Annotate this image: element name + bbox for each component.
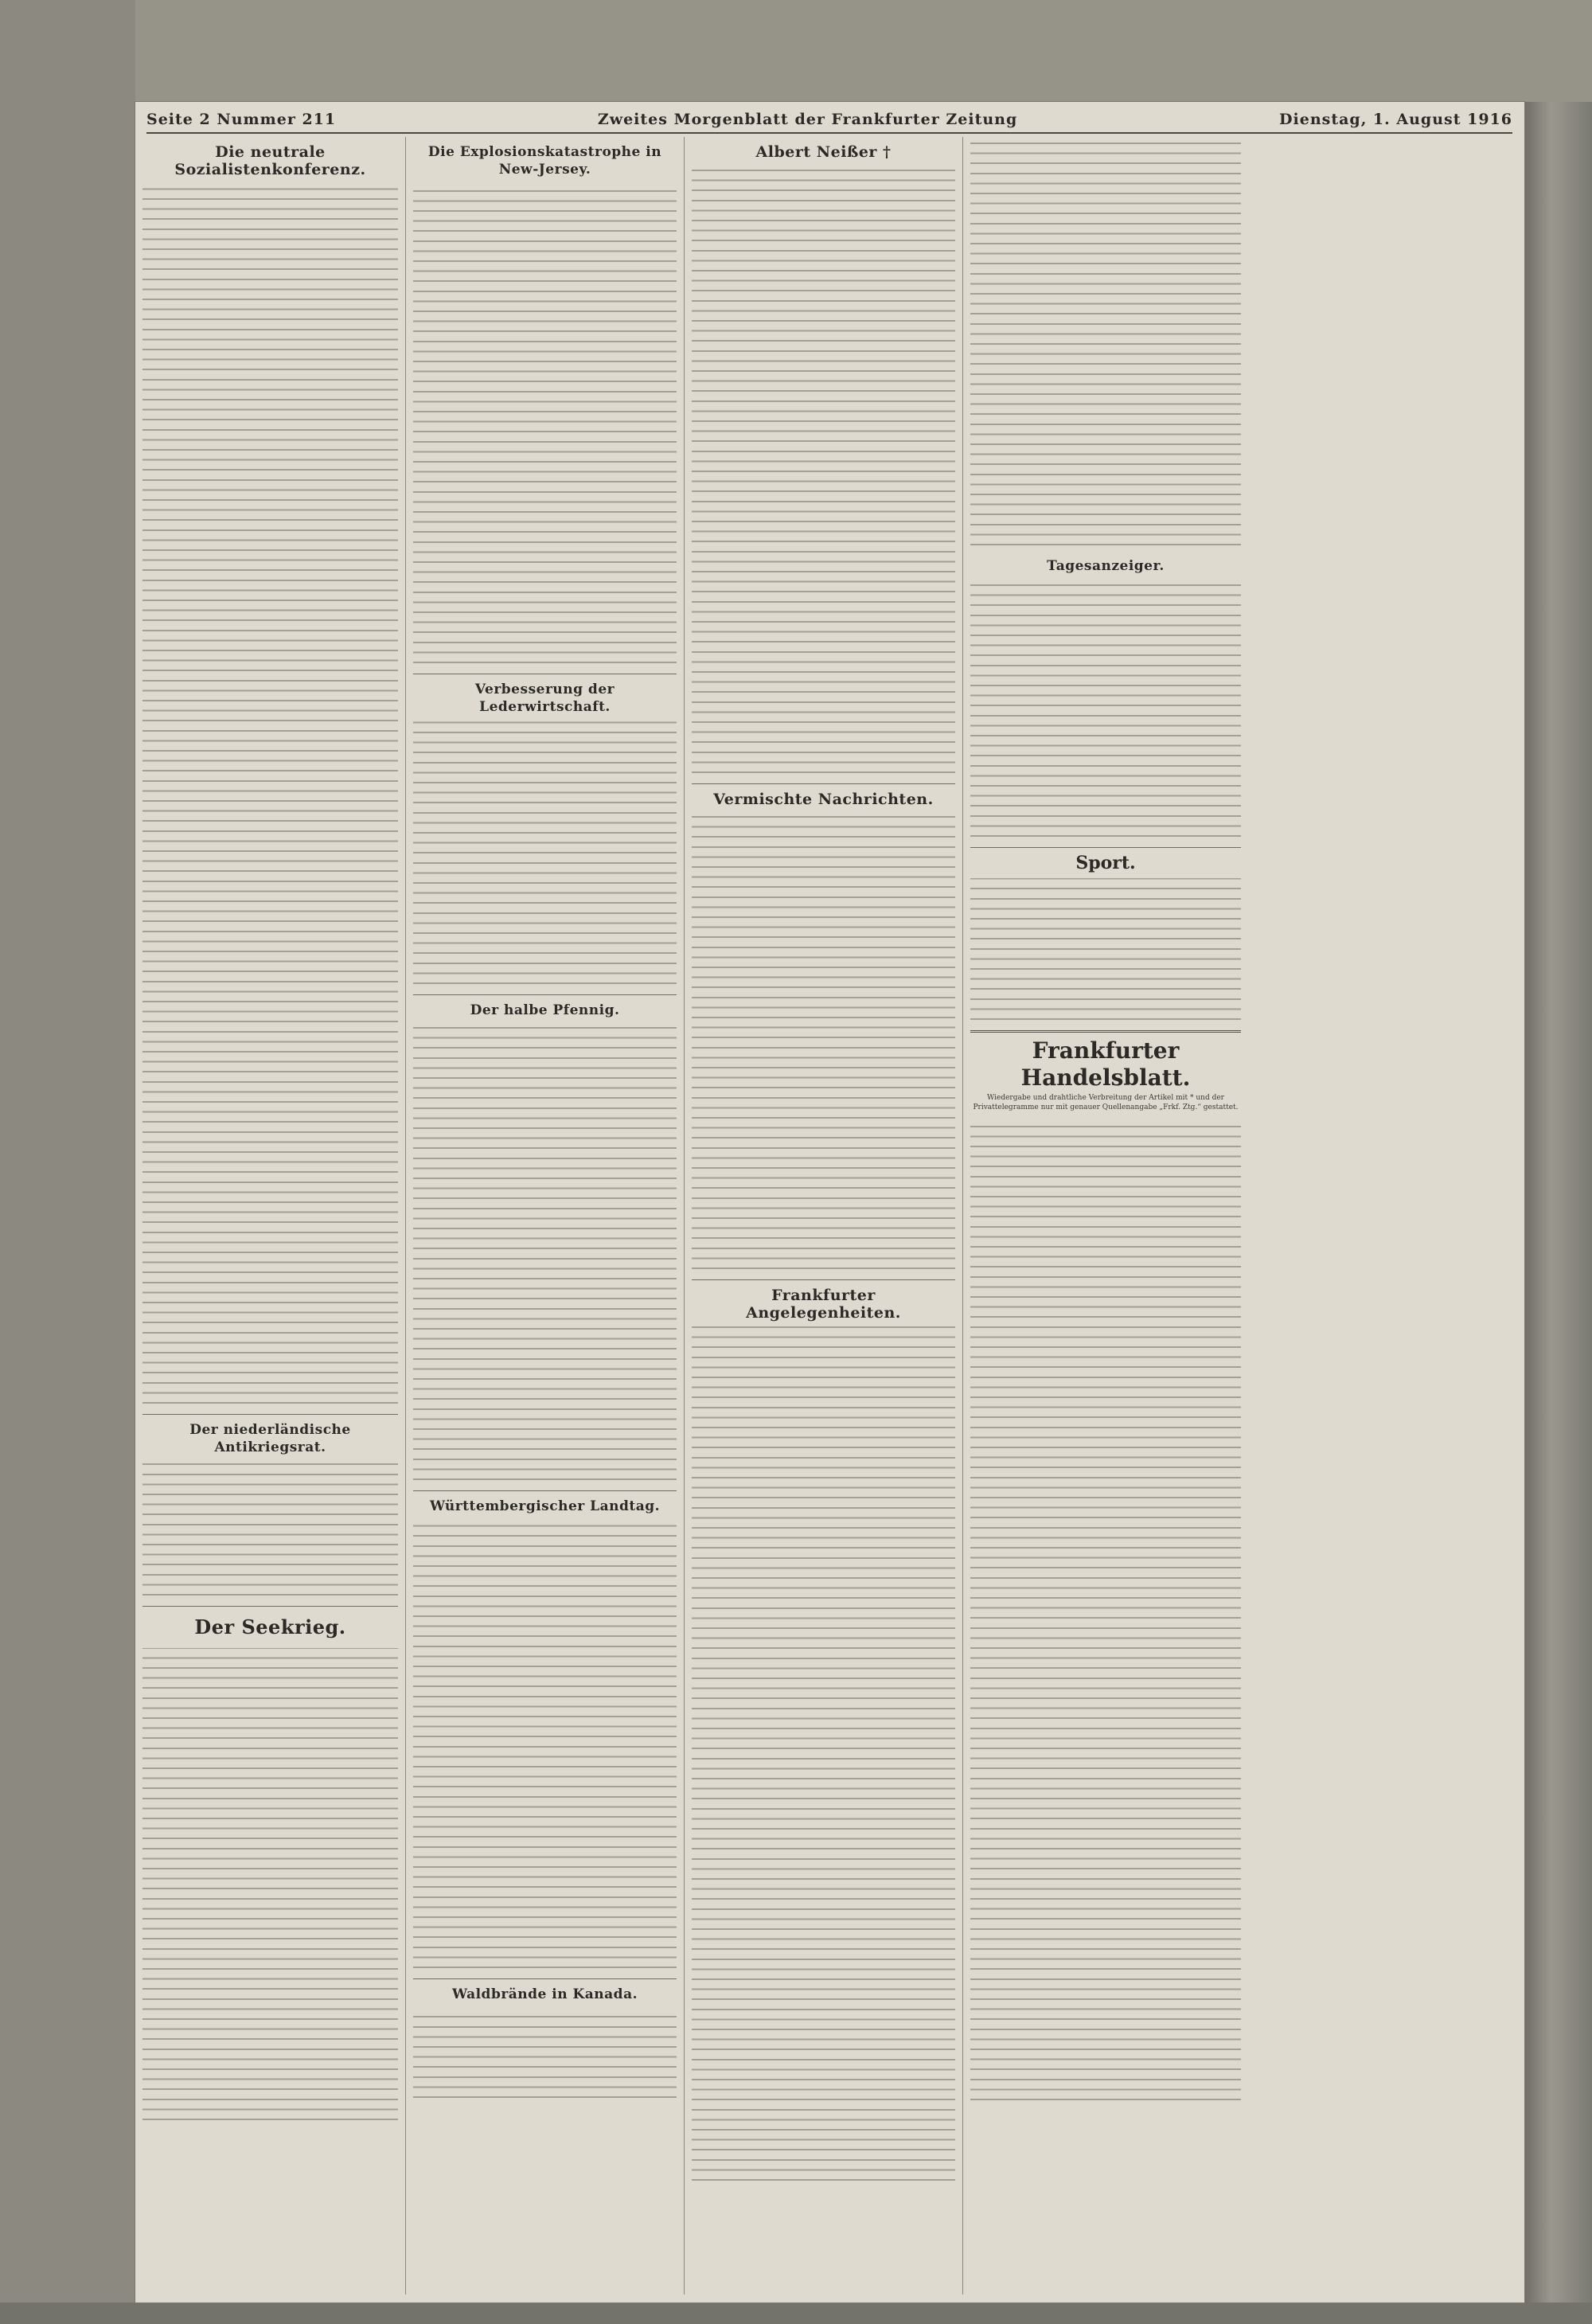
article-text-block — [692, 166, 955, 779]
page-header — [146, 107, 1512, 134]
scanner-background-left — [0, 0, 135, 2324]
headline-waldbraende: Waldbrände in Kanada. — [451, 1986, 638, 2002]
divider — [970, 1030, 1241, 1033]
handelsblatt-section — [970, 1030, 1241, 2106]
divider — [692, 783, 955, 784]
headline-antikriegsrat: Der niederländische Antikriegsrat. — [189, 1422, 351, 1455]
divider — [413, 994, 677, 995]
headline-halbe-pfennig: Der halbe Pfennig. — [470, 1002, 620, 1018]
article-text-block — [142, 1648, 398, 2126]
listing-block — [970, 580, 1241, 842]
article-text-block — [970, 1119, 1241, 2106]
scanner-background-bottom — [0, 2303, 1592, 2324]
article-text-block — [413, 183, 677, 669]
page-edge-right — [1524, 102, 1592, 2303]
headline-landtag: Württembergischer Landtag. — [429, 1498, 661, 1514]
article-text-block — [413, 721, 677, 990]
newspaper-page — [135, 102, 1524, 2303]
scanner-background-top — [0, 0, 1592, 102]
article-text-block — [142, 1461, 398, 1601]
divider — [142, 1606, 398, 1607]
divider — [970, 847, 1241, 848]
headline-explosion: Die Explosionskatastrophe in New-Jersey. — [427, 144, 662, 178]
headline-vermischte: Vermischte Nachrichten. — [713, 791, 934, 808]
divider — [142, 1414, 398, 1415]
article-text-block — [970, 878, 1241, 1025]
headline-seekrieg: Der Seekrieg. — [194, 1615, 346, 1639]
headline-sozialistenkonferenz: Die neutrale Sozialistenkonferenz. — [174, 143, 366, 178]
article-text-block — [692, 1326, 955, 2186]
article-text-block — [413, 1024, 677, 1486]
article-text-block — [413, 2008, 677, 2103]
header-left: Seite 2 Nummer 211 — [146, 111, 337, 128]
column-4-left-upper — [970, 137, 1241, 1025]
headline-neisser: Albert Neißer † — [755, 143, 892, 161]
headline-sport: Sport. — [1075, 853, 1136, 873]
headline-handelsblatt: Frankfurter Handelsblatt. — [1020, 1037, 1191, 1091]
divider — [413, 1490, 677, 1491]
column-2 — [406, 137, 685, 2295]
column-3 — [685, 137, 963, 2295]
divider — [692, 1279, 955, 1280]
column-4 — [963, 137, 1524, 2295]
article-text-block — [142, 183, 398, 1409]
article-text-block — [692, 813, 955, 1275]
headline-tagesanzeiger: Tagesanzeiger. — [1047, 558, 1165, 574]
column-1 — [135, 137, 406, 2295]
header-right: Dienstag, 1. August 1916 — [1279, 111, 1512, 128]
divider — [413, 1978, 677, 1979]
handelsblatt-notice: Wiedergabe und drahtliche Verbreitung der Artikel mit * und der Privattelegramme nur mit genauer Quellenangabe „Frkf. Ztg.“ gestattet. — [973, 1094, 1239, 1111]
headline-lederwirtschaft: Verbesserung der Lederwirtschaft. — [474, 682, 615, 715]
header-center: Zweites Morgenblatt der Frankfurter Zeitung — [597, 111, 1018, 128]
article-text-block — [413, 1520, 677, 1974]
headline-angelegenheiten: Frankfurter Angelegenheiten. — [746, 1287, 901, 1322]
article-text-block — [970, 137, 1241, 551]
